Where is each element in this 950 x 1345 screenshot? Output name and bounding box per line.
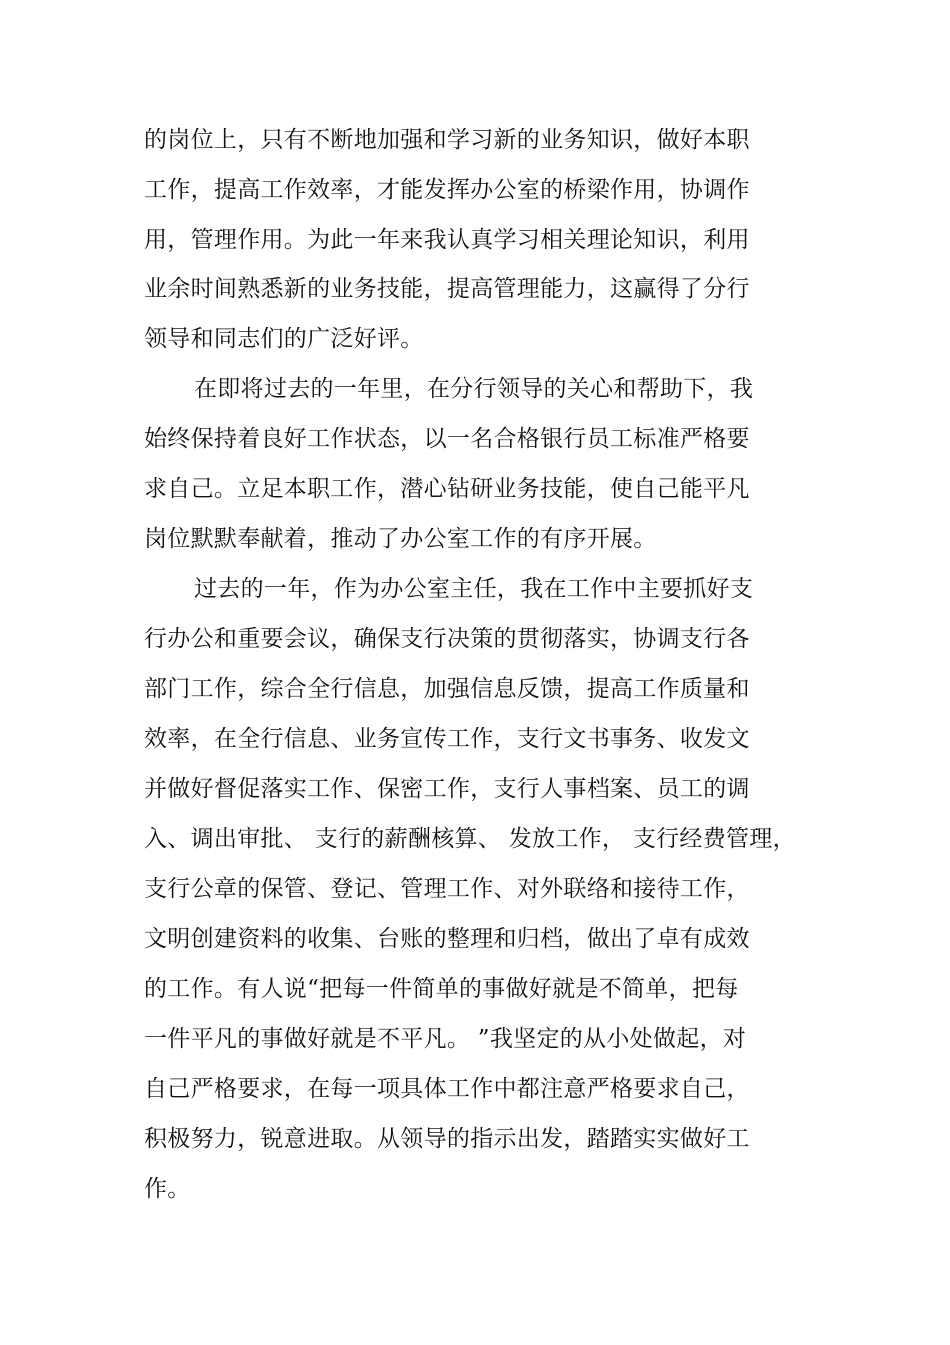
text-line: 并做好督促落实工作、保密工作，支行人事档案、员工的调 bbox=[144, 776, 750, 802]
text-line: 领导和同志们的广泛好评。 bbox=[144, 326, 424, 352]
paragraph-first-line: 过去的一年，作为办公室主任，我在工作中主要抓好支 bbox=[194, 576, 754, 602]
text-line: 行办公和重要会议，确保支行决策的贯彻落实，协调支行各 bbox=[144, 626, 750, 652]
text-line: 工作，提高工作效率，才能发挥办公室的桥梁作用，协调作 bbox=[144, 177, 750, 203]
text-line: 业余时间熟悉新的业务技能，提高管理能力，这赢得了分行 bbox=[144, 276, 750, 302]
text-line: 用，管理作用。为此一年来我认真学习相关理论知识，利用 bbox=[144, 227, 750, 253]
text-line: 始终保持着良好工作状态，以一名合格银行员工标准严格要 bbox=[144, 426, 750, 452]
text-line: 岗位默默奉献着，推动了办公室工作的有序开展。 bbox=[144, 526, 657, 552]
text-line: 支行公章的保管、登记、管理工作、对外联络和接待工作， bbox=[144, 876, 750, 902]
paragraph-first-line: 在即将过去的一年里，在分行领导的关心和帮助下，我 bbox=[194, 376, 754, 402]
text-line: 作。 bbox=[144, 1176, 191, 1202]
text-line: 一件平凡的事做好就是不平凡。 ”我坚定的从小处做起，对 bbox=[144, 1026, 747, 1052]
text-line: 效率，在全行信息、业务宣传工作，支行文书事务、收发文 bbox=[144, 726, 750, 752]
text-line: 文明创建资料的收集、台账的整理和归档，做出了卓有成效 bbox=[144, 926, 750, 952]
text-line: 求自己。立足本职工作，潜心钻研业务技能，使自己能平凡 bbox=[144, 476, 750, 502]
text-line: 积极努力，锐意进取。从领导的指示出发，踏踏实实做好工 bbox=[144, 1126, 750, 1152]
text-line: 的岗位上，只有不断地加强和学习新的业务知识，做好本职 bbox=[144, 127, 750, 153]
text-line: 的工作。有人说“把每一件简单的事做好就是不简单，把每 bbox=[144, 976, 739, 1002]
text-line: 入、调出审批、 支行的薪酬核算、 发放工作， 支行经费管理， bbox=[144, 826, 796, 852]
text-line: 部门工作，综合全行信息，加强信息反馈，提高工作质量和 bbox=[144, 676, 750, 702]
text-line: 自己严格要求，在每一项具体工作中都注意严格要求自己， bbox=[144, 1076, 750, 1102]
